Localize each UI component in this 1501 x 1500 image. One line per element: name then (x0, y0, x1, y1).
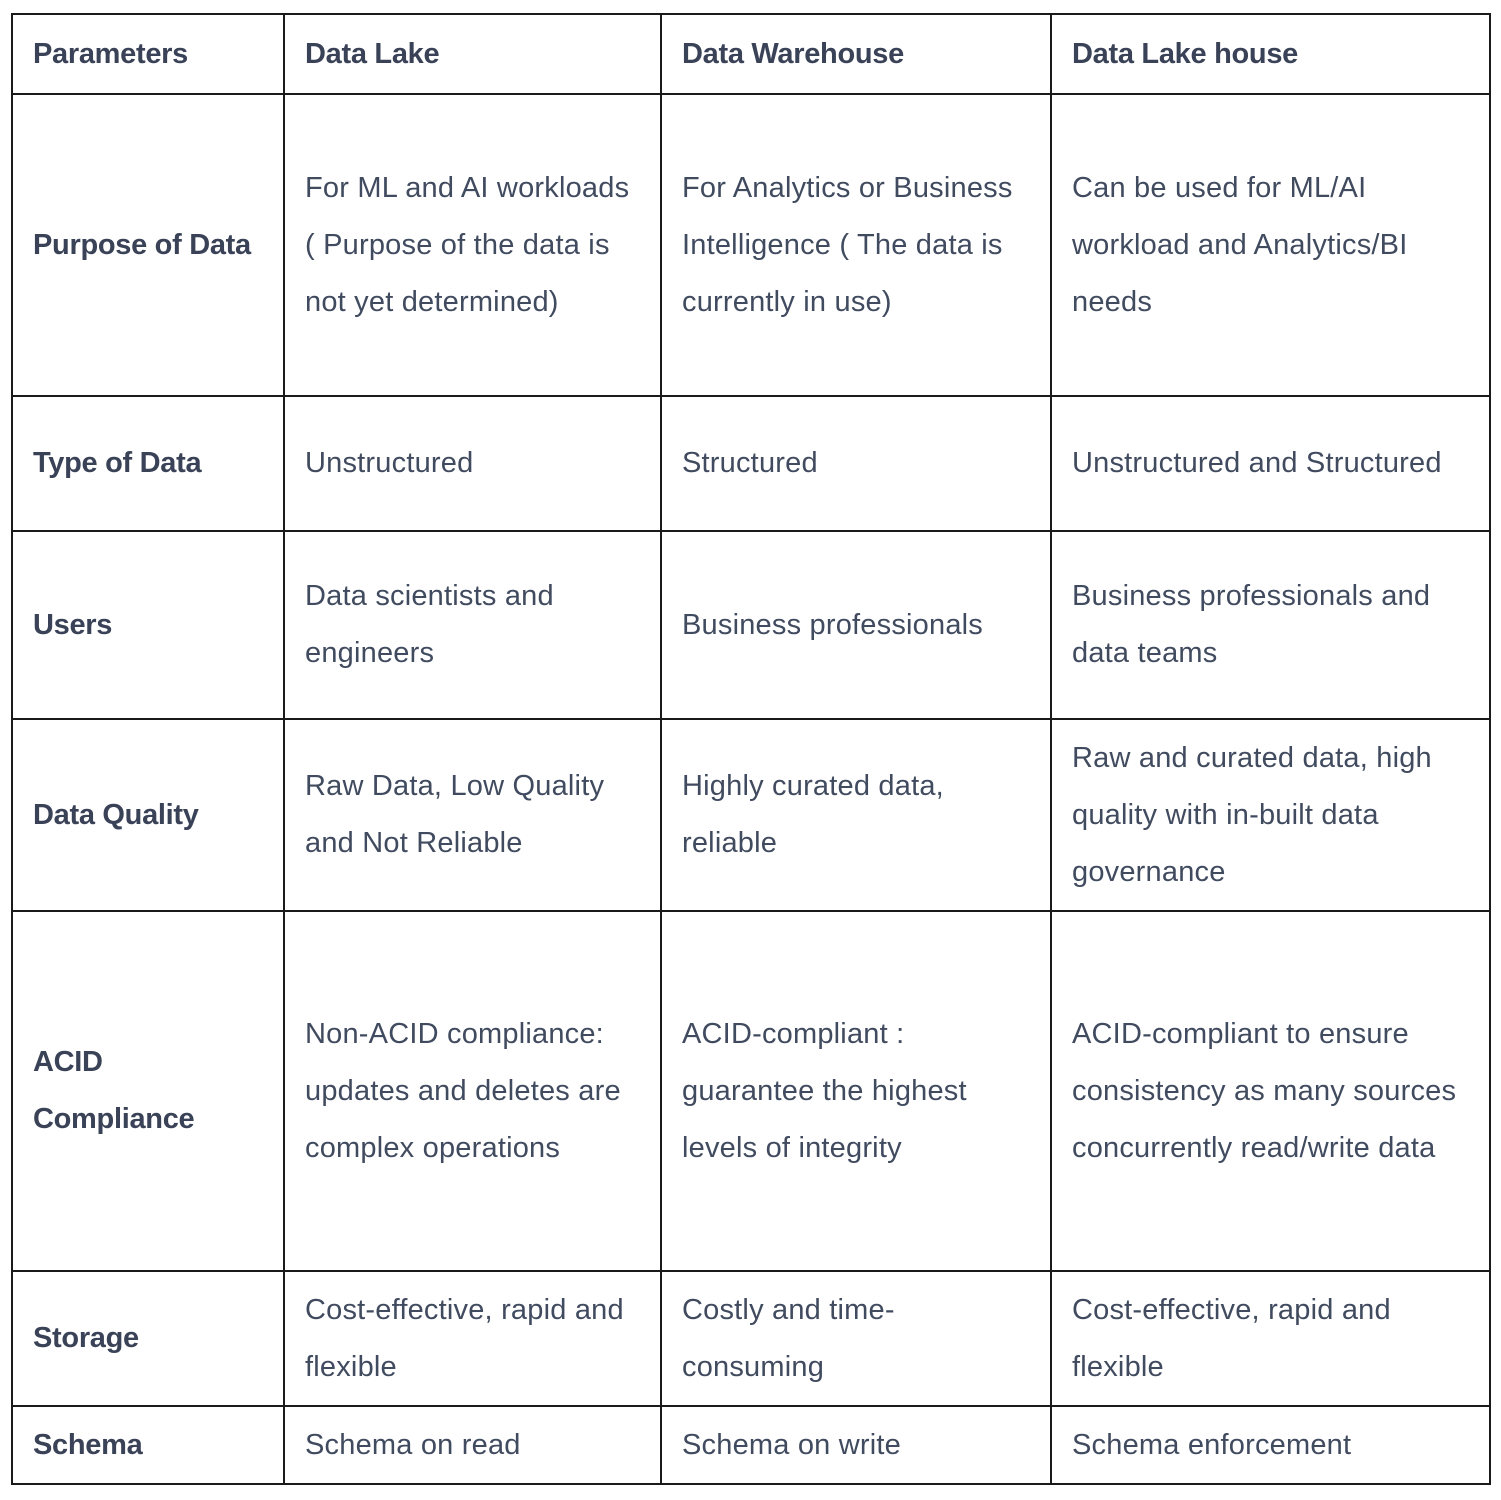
cell-data-lake: Schema on read (284, 1406, 661, 1484)
cell-data-lakehouse: ACID-compliant to ensure consistency as many sources concurrently read/write data (1051, 911, 1490, 1271)
cell-data-lake: Cost-effective, rapid and flexible (284, 1271, 661, 1406)
cell-data-lakehouse: Unstructured and Structured (1051, 396, 1490, 531)
table-row-type-of-data (12, 396, 1490, 531)
cell-data-warehouse: Business professionals (661, 531, 1051, 719)
cell-data-lake: Data scientists and engineers (284, 531, 661, 719)
cell-data-warehouse: Structured (661, 396, 1051, 531)
cell-data-lake: Raw Data, Low Quality and Not Reliable (284, 719, 661, 911)
cell-data-lakehouse: Can be used for ML/AI workload and Analytics/BI needs (1051, 94, 1490, 396)
cell-data-lake: For ML and AI workloads ( Purpose of the data is not yet determined) (284, 94, 661, 396)
cell-data-lake: Unstructured (284, 396, 661, 531)
table-row-data-quality (12, 719, 1490, 911)
table-row-users (12, 531, 1490, 719)
table-row-schema (12, 1406, 1490, 1484)
row-label: Users (12, 531, 284, 719)
row-label: ACID Compliance (12, 911, 284, 1271)
cell-data-warehouse: For Analytics or Business Intelligence ( The data is currently in use) (661, 94, 1051, 396)
table-row-acid-compliance (12, 911, 1490, 1271)
comparison-table (11, 13, 1491, 1485)
header-data-lake: Data Lake (284, 14, 661, 94)
header-data-warehouse: Data Warehouse (661, 14, 1051, 94)
row-label: Purpose of Data (12, 94, 284, 396)
cell-data-warehouse: Highly curated data, reliable (661, 719, 1051, 911)
header-data-lakehouse: Data Lake house (1051, 14, 1490, 94)
cell-data-lakehouse: Cost-effective, rapid and flexible (1051, 1271, 1490, 1406)
cell-data-lakehouse: Business professionals and data teams (1051, 531, 1490, 719)
cell-data-lakehouse: Schema enforcement (1051, 1406, 1490, 1484)
row-label: Storage (12, 1271, 284, 1406)
header-row (12, 14, 1490, 94)
header-parameters: Parameters (12, 14, 284, 94)
cell-data-warehouse: Schema on write (661, 1406, 1051, 1484)
row-label: Data Quality (12, 719, 284, 911)
cell-data-warehouse: Costly and time-consuming (661, 1271, 1051, 1406)
cell-data-lakehouse: Raw and curated data, high quality with in-built data governance (1051, 719, 1490, 911)
row-label: Type of Data (12, 396, 284, 531)
table-row-storage (12, 1271, 1490, 1406)
cell-data-warehouse: ACID-compliant : guarantee the highest levels of integrity (661, 911, 1051, 1271)
table-row-purpose-of-data (12, 94, 1490, 396)
cell-data-lake: Non-ACID compliance: updates and deletes are complex operations (284, 911, 661, 1271)
row-label: Schema (12, 1406, 284, 1484)
